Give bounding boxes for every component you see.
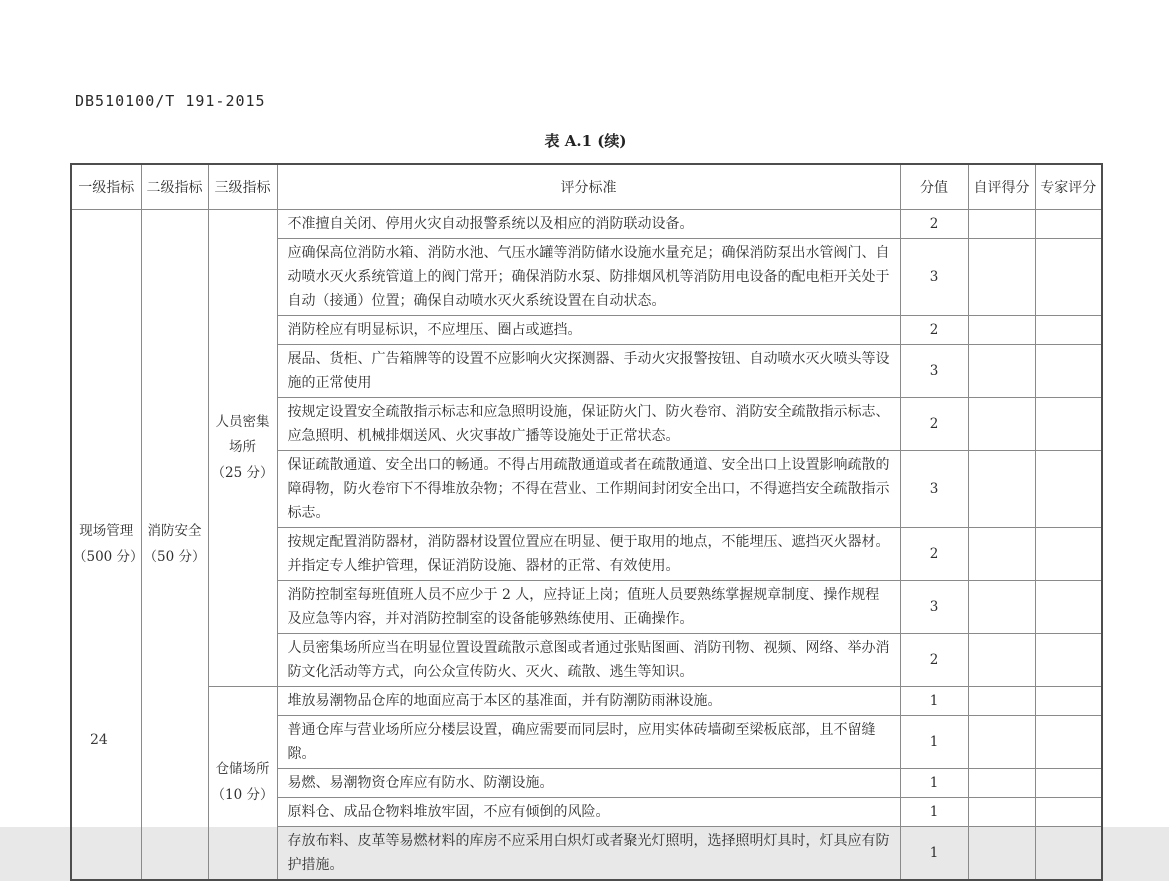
column-header-expert-score: 专家评分	[1035, 164, 1102, 210]
self-score-cell	[968, 634, 1035, 687]
expert-score-cell	[1035, 634, 1102, 687]
level1-indicator-name: 现场管理	[79, 522, 134, 539]
self-score-cell	[968, 581, 1035, 634]
criteria-text: 存放布料、皮革等易燃材料的库房不应采用白炽灯或者聚光灯照明，选择照明灯具时，灯具应有防护措施。	[277, 827, 900, 881]
score-value: 2	[900, 528, 968, 581]
score-value: 1	[900, 769, 968, 798]
score-value: 2	[900, 634, 968, 687]
expert-score-cell	[1035, 687, 1102, 716]
criteria-text: 消防栓应有明显标识，不应埋压、圈占或遮挡。	[277, 316, 900, 345]
self-score-cell	[968, 316, 1035, 345]
criteria-text: 堆放易潮物品仓库的地面应高于本区的基准面，并有防潮防雨淋设施。	[277, 687, 900, 716]
score-value: 1	[900, 827, 968, 881]
level2-indicator-name: 消防安全	[147, 522, 202, 539]
expert-score-cell	[1035, 398, 1102, 451]
column-header-criteria: 评分标准	[277, 164, 900, 210]
expert-score-cell	[1035, 210, 1102, 239]
expert-score-cell	[1035, 716, 1102, 769]
self-score-cell	[968, 769, 1035, 798]
column-header-self-score: 自评得分	[968, 164, 1035, 210]
table-title: 表 A.1 (续)	[544, 132, 627, 150]
table-row	[71, 687, 1102, 716]
expert-score-cell	[1035, 581, 1102, 634]
level3-indicator-name: 仓储场所	[215, 761, 270, 778]
self-score-cell	[968, 451, 1035, 528]
score-value: 2	[900, 316, 968, 345]
column-header-level3: 三级指标	[208, 164, 277, 210]
self-score-cell	[968, 345, 1035, 398]
self-score-cell	[968, 210, 1035, 239]
score-table	[70, 163, 1103, 881]
criteria-text: 按规定设置安全疏散指示标志和应急照明设施，保证防火门、防火卷帘、消防安全疏散指示标志、应急照明、机械排烟送风、火灾事故广播等设施处于正常状态。	[277, 398, 900, 451]
criteria-text: 原料仓、成品仓物料堆放牢固，不应有倾倒的风险。	[277, 798, 900, 827]
column-header-level2: 二级指标	[141, 164, 208, 210]
table-row	[71, 210, 1102, 239]
self-score-cell	[968, 528, 1035, 581]
level3-indicator-cell-crowded-places	[208, 210, 277, 687]
level3-indicator-name: 人员密集场所	[215, 413, 270, 456]
criteria-text: 不准擅自关闭、停用火灾自动报警系统以及相应的消防联动设备。	[277, 210, 900, 239]
level1-indicator-cell	[71, 210, 144, 881]
score-value: 2	[900, 210, 968, 239]
page-number: 24	[90, 732, 108, 748]
expert-score-cell	[1035, 798, 1102, 827]
self-score-cell	[968, 716, 1035, 769]
expert-score-cell	[1035, 239, 1102, 316]
expert-score-cell	[1035, 769, 1102, 798]
expert-score-cell	[1035, 451, 1102, 528]
criteria-text: 应确保高位消防水箱、消防水池、气压水罐等消防储水设施水量充足；确保消防泵出水管阀门、自动喷水灭火系统管道上的阀门常开；确保消防水泵、防排烟风机等消防用电设备的配电柜开关处于自动（接通）位置；确保自动喷水灭火系统设置在自动状态。	[277, 239, 900, 316]
document-code: DB510100/T 191-2015	[75, 92, 266, 110]
level3-indicator-score: （25 分）	[211, 464, 274, 481]
column-header-score: 分值	[900, 164, 968, 210]
score-value: 1	[900, 687, 968, 716]
criteria-text: 人员密集场所应当在明显位置设置疏散示意图或者通过张贴图画、消防刊物、视频、网络、举办消防文化活动等方式，向公众宣传防火、灭火、疏散、逃生等知识。	[277, 634, 900, 687]
criteria-text: 保证疏散通道、安全出口的畅通。不得占用疏散通道或者在疏散通道、安全出口上设置影响疏散的障碍物，防火卷帘下不得堆放杂物；不得在营业、工作期间封闭安全出口，不得遮挡安全疏散指示标志。	[277, 451, 900, 528]
expert-score-cell	[1035, 316, 1102, 345]
criteria-text: 展品、货柜、广告箱牌等的设置不应影响火灾探测器、手动火灾报警按钮、自动喷水灭火喷头等设施的正常使用	[277, 345, 900, 398]
expert-score-cell	[1035, 827, 1102, 881]
score-value: 3	[900, 451, 968, 528]
level1-indicator-score: （500 分）	[73, 548, 144, 565]
column-header-level1: 一级指标	[71, 164, 141, 210]
header-row	[71, 164, 1102, 210]
expert-score-cell	[1035, 528, 1102, 581]
self-score-cell	[968, 687, 1035, 716]
self-score-cell	[968, 798, 1035, 827]
level3-indicator-score: （10 分）	[211, 787, 274, 803]
self-score-cell	[968, 827, 1035, 881]
criteria-text: 普通仓库与营业场所应分楼层设置，确应需要而同层时，应用实体砖墙砌至梁板底部，且不留缝隙。	[277, 716, 900, 769]
criteria-text: 按规定配置消防器材，消防器材设置位置应在明显、便于取用的地点，不能埋压、遮挡灭火器材。并指定专人维护管理，保证消防设施、器材的正常、有效使用。	[277, 528, 900, 581]
score-value: 3	[900, 345, 968, 398]
criteria-text: 消防控制室每班值班人员不应少于 2 人，应持证上岗；值班人员要熟练掌握规章制度、操作规程及应急等内容，并对消防控制室的设备能够熟练使用、正确操作。	[277, 581, 900, 634]
score-value: 3	[900, 581, 968, 634]
score-value: 2	[900, 398, 968, 451]
level3-indicator-cell-warehouse	[208, 687, 277, 881]
criteria-text: 易燃、易潮物资仓库应有防水、防潮设施。	[277, 769, 900, 798]
score-value: 1	[900, 798, 968, 827]
level2-indicator-cell	[141, 210, 208, 881]
score-value: 3	[900, 239, 968, 316]
score-value: 1	[900, 716, 968, 769]
self-score-cell	[968, 239, 1035, 316]
level2-indicator-score: （50 分）	[143, 548, 206, 565]
expert-score-cell	[1035, 345, 1102, 398]
self-score-cell	[968, 398, 1035, 451]
